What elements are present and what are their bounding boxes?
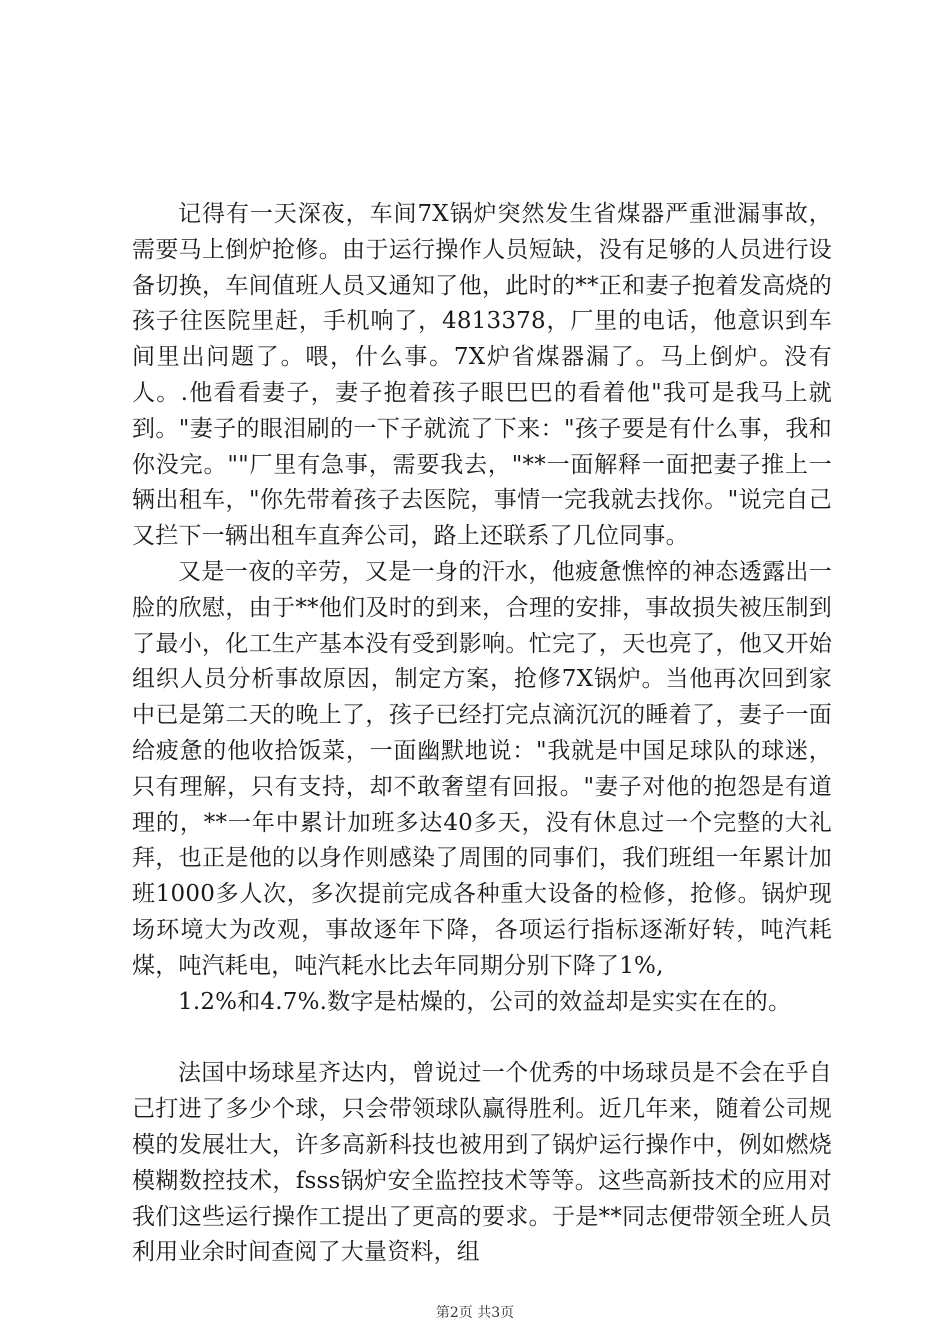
page-footer: 第2页 共3页 (435, 1305, 515, 1321)
document-body (132, 197, 832, 1271)
paragraph-night-repair: 记得有一天深夜，车间7X锅炉突然发生省煤器严重泄漏事故，需要马上倒炉抢修。由于运行操作人员短缺，没有足够的人员进行设备切换，车间值班人员又通知了他，此时的**正和妻子抱着发高烧的孩子往医院里赶，手机响了，4813378，厂里的电话，他意识到车间里出问题了。喂，什么事。7X炉省煤器漏了。马上倒炉。没有人。.他看看妻子，妻子抱着孩子眼巴巴的看着他"我可是我马上就到。"妻子的眼泪刷的一下子就流了下来："孩子要是有什么事，我和你没完。""厂里有急事，需要我去，"**一面解释一面把妻子推上一辆出租车，"你先带着孩子去医院，事情一完我就去找你。"说完自己又拦下一辆出租车直奔公司，路上还联系了几位同事。 (132, 201, 832, 550)
paragraph-zidane: 法国中场球星齐达内，曾说过一个优秀的中场球员是不会在乎自己打进了多少个球，只会带领球队赢得胜利。近几年来，随着公司规模的发展壮大，许多高新科技也被用到了锅炉运行操作中，例如燃烧模糊数控技术，fsss锅炉安全监控技术等等。这些高新技术的应用对我们这些运行操作工提出了更高的要求。于是**同志便带领全班人员利用业余时间查阅了大量资料，组 (132, 1060, 832, 1266)
paragraph-aftermath: 又是一夜的辛劳，又是一身的汗水，他疲惫憔悴的神态透露出一脸的欣慰，由于**他们及时的到来，合理的安排，事故损失被压制到了最小，化工生产基本没有受到影响。忙完了，天也亮了，他又开始组织人员分析事故原因，制定方案，抢修7X锅炉。当他再次回到家中已是第二天的晚上了，孩子已经打完点滴沉沉的睡着了，妻子一面给疲惫的他收拾饭菜，一面幽默地说："我就是中国足球队的球迷，只有理解，只有支持，却不敢奢望有回报。"妻子对他的抱怨是有道理的，**一年中累计加班多达40多天，没有休息过一个完整的大礼拜，也正是他的以身作则感染了周围的同事们，我们班组一年累计加班1000多人次，多次提前完成各种重大设备的检修，抢修。锅炉现场环境大为改观，事故逐年下降，各项运行指标逐渐好转，吨汽耗煤，吨汽耗电，吨汽耗水比去年同期分别下降了1%, (132, 558, 832, 979)
paragraph-gap (132, 1020, 832, 1056)
paragraph-statistics-line: 1.2%和4.7%.数字是枯燥的，公司的效益却是实实在在的。 (178, 988, 792, 1015)
